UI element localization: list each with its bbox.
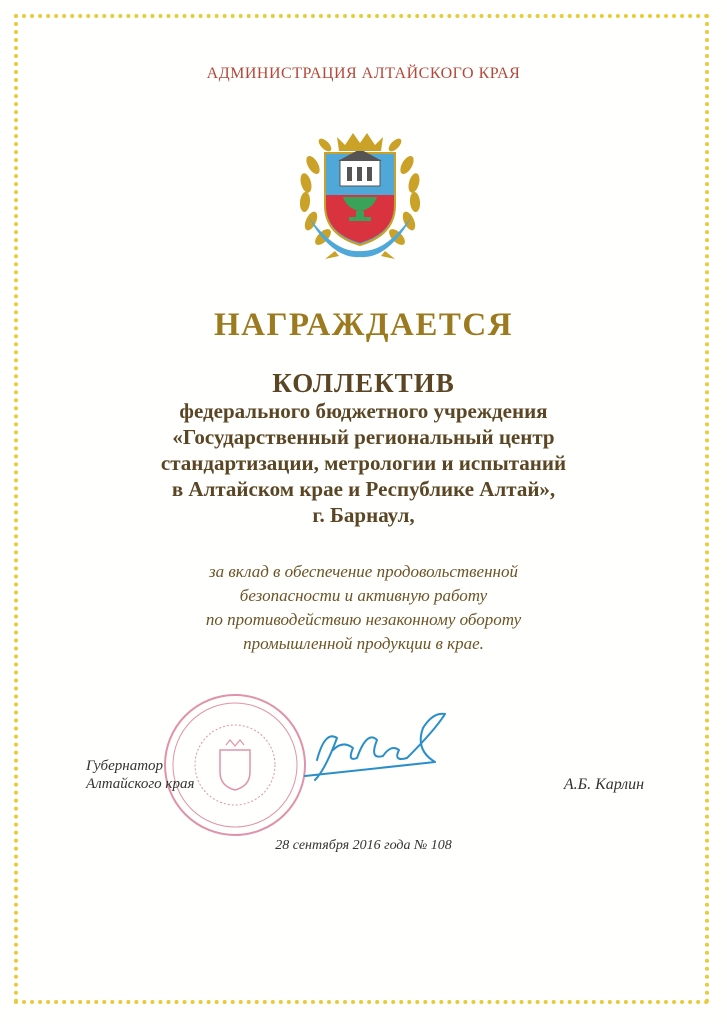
reason-line: промышленной продукции в крае. (243, 634, 484, 653)
reason-line: по противодействию незаконному обороту (205, 610, 522, 629)
position-line: Губернатор (86, 758, 164, 774)
altai-krai-coat-of-arms-icon (295, 125, 425, 260)
document-date-number: 28 сентября 2016 года № 108 (275, 838, 452, 853)
signature-icon (295, 700, 455, 790)
signatory-name: А.Б. Карлин (563, 776, 644, 793)
recipient-line: в Алтайском крае и Республике Алтай», (171, 477, 556, 501)
recipient-line: г. Барнаул, (312, 503, 415, 527)
award-reason (0, 560, 727, 656)
issuer-header: АДМИНИСТРАЦИЯ АЛТАЙСКОГО КРАЯ (206, 65, 521, 82)
recipient-title: КОЛЛЕКТИВ (272, 368, 455, 398)
reason-line: за вклад в обеспечение продовольственной (209, 562, 518, 581)
recipient-block (0, 370, 727, 528)
recipient-line: стандартизации, метрологии и испытаний (160, 451, 567, 475)
award-heading: НАГРАЖДАЕТСЯ (213, 307, 514, 343)
recipient-line: «Государственный региональный центр (172, 425, 555, 449)
position-line: Алтайского края (86, 776, 195, 792)
signatory-position (86, 757, 194, 793)
recipient-line: федерального бюджетного учреждения (179, 399, 548, 423)
reason-line: безопасности и активную работу (239, 586, 488, 605)
